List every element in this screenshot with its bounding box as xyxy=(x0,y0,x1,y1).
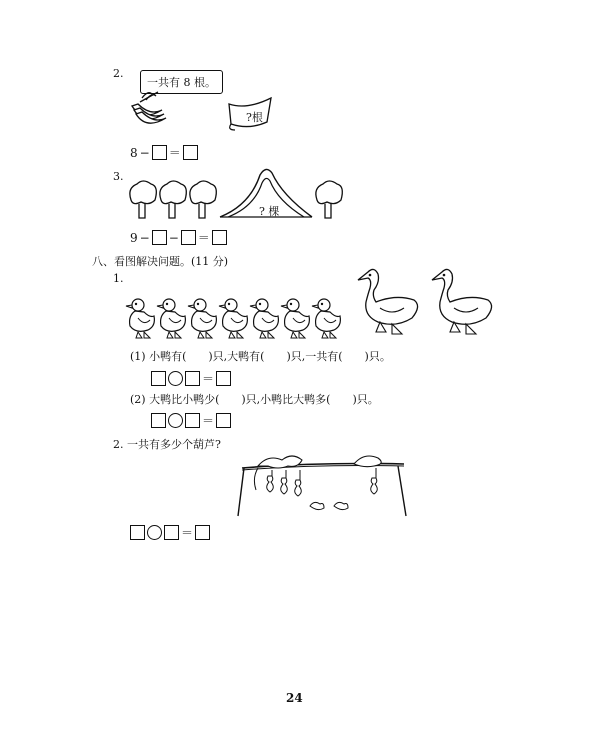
answer-box[interactable] xyxy=(151,413,166,428)
answer-box[interactable] xyxy=(212,230,227,245)
bananas-icon xyxy=(128,88,168,128)
problem-1-part-1: (1) 小鸭有( )只,大鸭有( )只,一共有( )只。 xyxy=(130,350,391,363)
question-3-equation xyxy=(130,229,227,246)
answer-box[interactable] xyxy=(216,413,231,428)
question-2-number: 2. xyxy=(113,67,124,80)
big-duck-icon xyxy=(358,269,418,334)
minus-sign: − xyxy=(168,230,179,245)
operator-circle[interactable] xyxy=(168,413,183,428)
tree-icon xyxy=(313,178,343,220)
answer-box[interactable] xyxy=(185,371,200,386)
gourd-trellis-icon xyxy=(238,450,408,520)
problem-2-equation xyxy=(130,524,210,541)
minus-sign: − xyxy=(139,145,150,160)
page-number: 24 xyxy=(286,691,303,705)
duckling-icon xyxy=(281,299,309,338)
eq-number: 8 xyxy=(130,145,138,160)
big-ducks-group xyxy=(352,268,502,340)
problem-1-equation-1 xyxy=(151,370,231,387)
duckling-icon xyxy=(312,299,340,338)
answer-box[interactable] xyxy=(181,230,196,245)
duckling-icon xyxy=(250,299,278,338)
minus-sign: − xyxy=(139,230,150,245)
equals-sign: ＝ xyxy=(168,146,181,160)
tree-icon xyxy=(190,181,216,218)
equals-sign: ＝ xyxy=(181,526,194,540)
speech-bubble: 一共有 8 根。 xyxy=(140,70,223,94)
answer-box[interactable] xyxy=(130,525,145,540)
problem-2-question: 2. 一共有多少个葫芦? xyxy=(113,438,221,451)
problem-1-number: 1. xyxy=(113,272,124,285)
equals-sign: ＝ xyxy=(202,414,215,428)
duckling-icon xyxy=(126,299,154,338)
answer-box[interactable] xyxy=(164,525,179,540)
equals-sign: ＝ xyxy=(197,231,210,245)
equals-sign: ＝ xyxy=(202,372,215,386)
eq-number: 9 xyxy=(130,230,138,245)
cover-label: ?根 xyxy=(246,111,263,124)
tree-icon xyxy=(130,181,156,218)
operator-circle[interactable] xyxy=(168,371,183,386)
duckling-icon xyxy=(188,299,216,338)
operator-circle[interactable] xyxy=(147,525,162,540)
duckling-icon xyxy=(219,299,247,338)
problem-1-equation-2 xyxy=(151,412,231,429)
answer-box[interactable] xyxy=(151,371,166,386)
answer-box[interactable] xyxy=(152,230,167,245)
section-title: 八、看图解决问题。(11 分) xyxy=(92,255,229,268)
mountain-label: ? 棵 xyxy=(259,205,280,218)
tree-icon xyxy=(160,181,186,218)
answer-box[interactable] xyxy=(185,413,200,428)
problem-1-part-2: (2) 大鸭比小鸭少( )只,小鸭比大鸭多( )只。 xyxy=(130,393,379,406)
answer-box[interactable] xyxy=(195,525,210,540)
duckling-icon xyxy=(157,299,185,338)
answer-box[interactable] xyxy=(216,371,231,386)
big-duck-icon xyxy=(432,269,492,334)
ducklings-group xyxy=(126,296,356,340)
trees-group xyxy=(127,178,217,220)
answer-box[interactable] xyxy=(152,145,167,160)
answer-box[interactable] xyxy=(183,145,198,160)
question-3-number: 3. xyxy=(113,170,124,183)
question-2-equation xyxy=(130,144,198,161)
